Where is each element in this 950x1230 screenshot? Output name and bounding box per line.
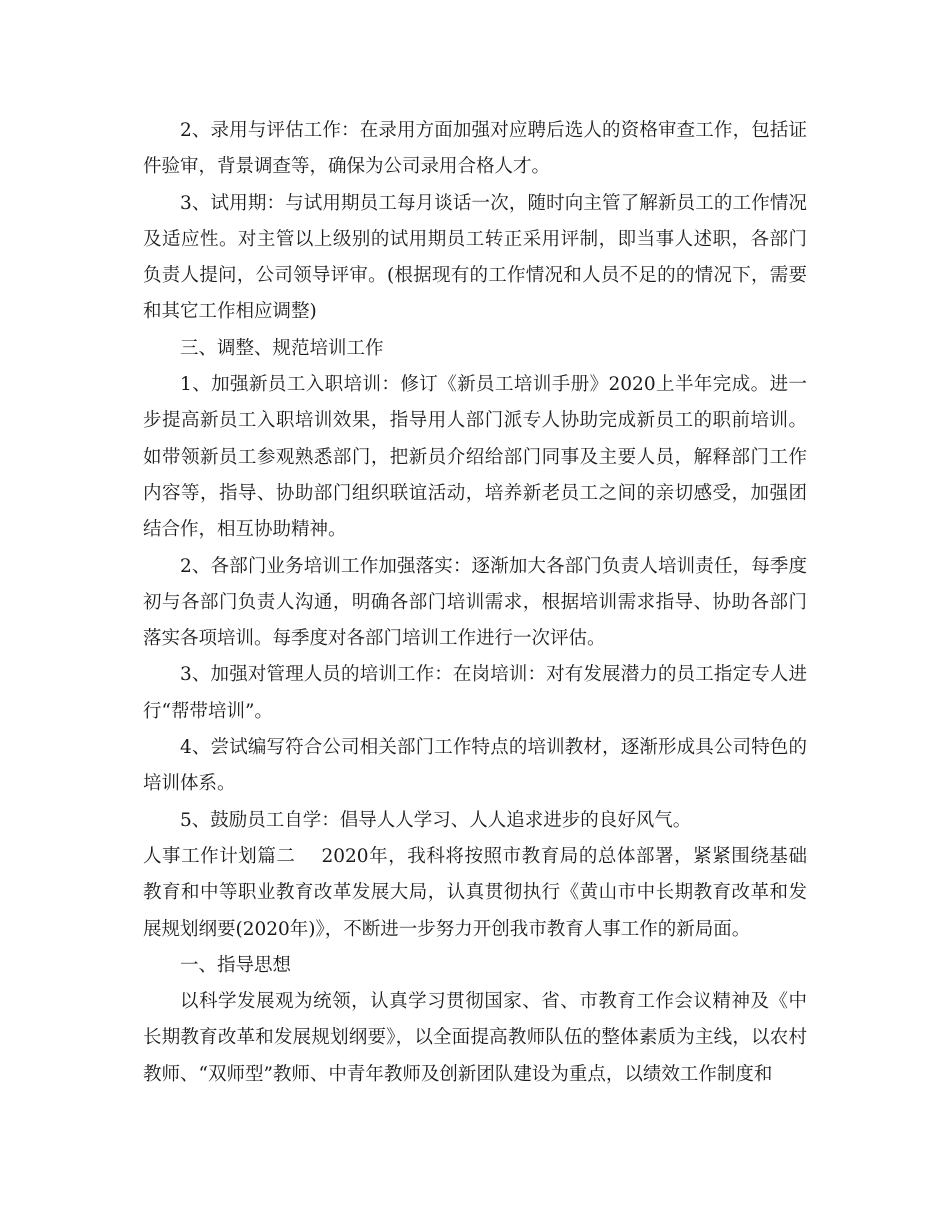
paragraph-manager-training: 3、加强对管理人员的培训工作：在岗培训：对有发展潜力的员工指定专人进行“帮带培训”。: [143, 664, 807, 722]
section-heading-training: 三、调整、规范培训工作: [180, 337, 384, 359]
paragraph-self-study: 5、鼓励员工自学：倡导人人学习、人人追求进步的良好风气。: [180, 809, 692, 831]
paragraph-recruitment: 2、录用与评估工作：在录用方面加强对应聘后选人的资格审查工作，包括证件验审，背景调查等，确保为公司录用合格人才。: [143, 120, 807, 178]
paragraph-training-materials: 4、尝试编写符合公司相关部门工作特点的培训教材，逐渐形成具公司特色的培训体系。: [143, 737, 807, 795]
paragraph-probation: 3、试用期：与试用期员工每月谈话一次，随时向主管了解新员工的工作情况及适应性。对主管以上级别的试用期员工转正采用评制，即当事人述职，各部门负责人提问，公司领导评审。(根据现有的工作情况和人员不足的的情况下，需要和其它工作相应调整): [143, 192, 807, 323]
paragraph-section2-intro: [143, 839, 807, 948]
document-body: [143, 113, 807, 1093]
section2-title: 人事工作计划篇二: [143, 845, 296, 867]
section2-intro-text: 2020年，我科将按照市教育局的总体部署，紧紧围绕基础教育和中等职业教育改革发展大局，认真贯彻执行《黄山市中长期教育改革和发展规划纲要(2020年)》，不断进一步努力开创我市教育人事工作的新局面。: [143, 845, 807, 940]
paragraph-department-training: 2、各部门业务培训工作加强落实：逐渐加大各部门负责人培训责任，每季度初与各部门负责人沟通，明确各部门培训需求，根据培训需求指导、协助各部门落实各项培训。每季度对各部门培训工作进行一次评估。: [143, 555, 807, 650]
paragraph-onboarding-training: 1、加强新员工入职培训：修订《新员工培训手册》2020上半年完成。进一步提高新员工入职培训效果，指导用人部门派专人协助完成新员工的职前培训。如带领新员工参观熟悉部门，把新员介绍给部门同事及主要人员，解释部门工作内容等，指导、协助部门组织联谊活动，培养新老员工之间的亲切感受，加强团结合作，相互协助精神。: [143, 374, 807, 541]
paragraph-guiding-ideology: 以科学发展观为统领，认真学习贯彻国家、省、市教育工作会议精神及《中长期教育改革和发展规划纲要》，以全面提高教师队伍的整体素质为主线，以农村教师、“双师型”教师、中青年教师及创新团队建设为重点，以绩效工作制度和: [143, 991, 807, 1085]
section-heading-guiding-ideology: 一、指导思想: [180, 954, 292, 976]
